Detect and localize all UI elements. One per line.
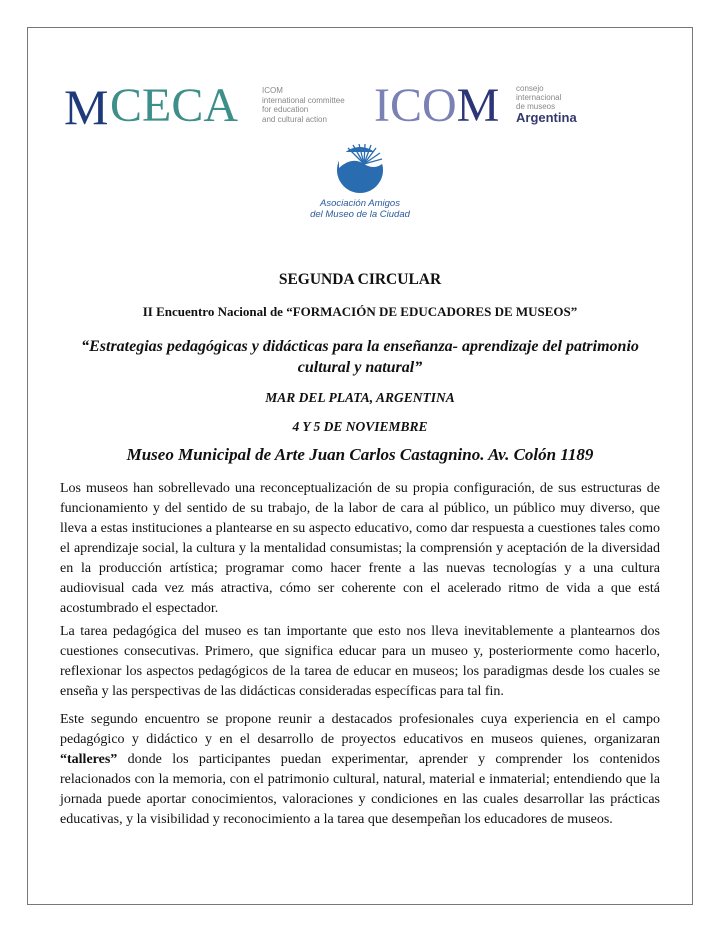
event-subtitle: II Encuentro Nacional de “FORMACIÓN DE EDUCADORES DE MUSEOS”	[142, 304, 578, 319]
amigos-logo-text	[280, 198, 440, 220]
paragraph-1: Los museos han sobrellevado una reconceptualización de su propia configuración, de sus estructuras de funcionamiento y del sentido de su trabajo, de la labor de cara al público, un público muy diverso, que lleva a estas instituciones a plantearse en su aspecto educativo, como dar respuesta a cuestiones tales como el aprendizaje social, la cultura y la mentalidad consumistas; la comprensión y aceptación de la diversidad en la producción artística; programar como hacer frente a las nuevas tecnologías y a una cultura audiovisual cada vez más atractiva, cómo ser coherente con el acelerado ritmo de vida a que está acostumbrado el espectador.	[60, 481, 660, 616]
event-dates: 4 Y 5 DE NOVIEMBRE	[292, 419, 428, 434]
icom-caption-line: internacional	[516, 93, 562, 102]
icom-caption-line: de museos	[516, 102, 556, 111]
amigos-line: Asociación Amigos	[320, 198, 400, 209]
event-venue: Museo Municipal de Arte Juan Carlos Castagnino. Av. Colón 1189	[126, 445, 594, 464]
paragraph-3	[60, 710, 660, 830]
paragraph-2: La tarea pedagógica del museo es tan importante que esto nos lleva inevitablemente a plantearnos dos cuestiones consecutivas. Primero, que significa educar para un museo y, posteriormente como hacerlo, reflexionar los aspectos pedagógicos de la tarea de educar en museos; los paradigmas desde los cuales se enseña y las perspectivas de las didácticas consideradas específicas para tal fin.	[60, 624, 660, 699]
ceca-caption-line: ICOM	[262, 86, 283, 95]
icom-name-m: M	[456, 79, 500, 132]
ceca-logo-caption	[262, 86, 345, 124]
amigos-logo-icon	[334, 142, 386, 194]
icom-name-a: ICO	[374, 79, 457, 132]
ceca-caption-line: international committee	[262, 95, 345, 105]
ceca-caption-line: for education	[262, 105, 309, 114]
ceca-logo-name: CECA	[110, 79, 239, 132]
event-theme: “Estrategias pedagógicas y didácticas para la enseñanza- aprendizaje del patrimonio cultural y natural”	[81, 338, 639, 376]
document-title: SEGUNDA CIRCULAR	[278, 271, 442, 288]
paragraph-3-text: donde los participantes puedan experimentar, aprender y comprender los contenidos relacionados con la memoria, con el patrimonio cultural, natural, material e inmaterial; entendiendo que la jornada puede aportar conocimientos, valoraciones y condiciones en las cuales desarrollar las prácticas educativas, y la visibilidad y reconocimiento a la tarea que desempeñan los educadores de museos.	[60, 752, 660, 827]
talleres-emphasis: “talleres”	[60, 752, 118, 767]
icom-logo-name	[374, 78, 499, 133]
ceca-caption-line: and cultural action	[262, 114, 327, 124]
ceca-logo-mark: M	[64, 79, 105, 135]
paragraph-3-text: Este segundo encuentro se propone reunir a destacados profesionales cuya experiencia en el campo pedagógico y didáctico y en el desarrollo de proyectos educativos en museos quienes, organizaran	[60, 712, 660, 747]
icom-caption-line: consejo	[516, 84, 544, 93]
amigos-line: del Museo de la Ciudad	[310, 209, 410, 220]
icom-logo-caption	[516, 84, 577, 125]
event-location: MAR DEL PLATA, ARGENTINA	[265, 390, 455, 405]
icom-caption-country: Argentina	[516, 110, 577, 125]
